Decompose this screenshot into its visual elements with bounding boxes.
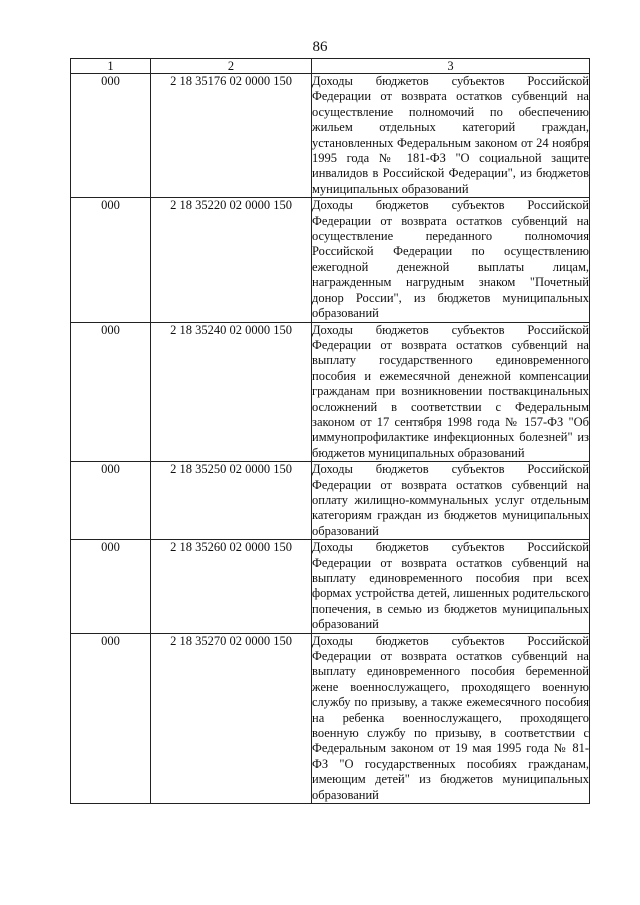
header-col-2: 2 (151, 59, 312, 74)
budget-code-cell: 2 18 35240 02 0000 150 (151, 322, 312, 462)
header-col-3: 3 (312, 59, 590, 74)
budget-code-cell: 2 18 35220 02 0000 150 (151, 198, 312, 322)
table-row (71, 198, 590, 322)
description-cell: Доходы бюджетов субъектов Российской Федерации от возврата остатков субвенций на осуществление полномочий по обеспечению жильем отдельных категорий граждан, установленных Федеральным законом от 24 ноября 1995 года № 181-ФЗ "О социальной защите инвалидов в Российской Федерации", из бюджетов муниципальных образований (312, 74, 589, 196)
table-row (71, 322, 590, 462)
page-number: 86 (312, 39, 328, 55)
description-cell: Доходы бюджетов субъектов Российской Федерации от возврата остатков субвенций на выплату единовременного пособия при всех формах устройства детей, лишенных родительского попечения, в семью из бюджетов муниципальных образований (312, 540, 589, 632)
description-cell: Доходы бюджетов субъектов Российской Федерации от возврата остатков субвенций на осуществление переданного полномочия Российской Федерации по осуществлению ежегодной денежной выплаты лицам, награжденным нагрудным знаком "Почетный донор России", из бюджетов муниципальных образований (312, 198, 589, 321)
admin-code-cell: 000 (71, 198, 151, 322)
table-header (71, 59, 590, 74)
table-body (71, 74, 590, 804)
description-cell: Доходы бюджетов субъектов Российской Федерации от возврата остатков субвенций на оплату жилищно-коммунальных услуг отдельным категориям граждан из бюджетов муниципальных образований (312, 462, 589, 538)
description-cell: Доходы бюджетов субъектов Российской Федерации от возврата остатков субвенций на выплату государственного единовременного пособия и ежемесячной денежной компенсации гражданам при возникновении поствакцинальных осложнений в соответствии с Федеральным законом от 17 сентября 1998 года № 157-ФЗ "Об иммунопрофилактике инфекционных болезней" из бюджетов муниципальных образований (312, 322, 589, 460)
admin-code-cell: 000 (71, 540, 151, 633)
admin-code-cell: 000 (71, 322, 151, 462)
table-row (71, 540, 590, 633)
description-cell: Доходы бюджетов субъектов Российской Федерации от возврата остатков субвенций на выплату единовременного пособия беременной жене военнослужащего, проходящего военную службу по призыву, а также ежемесячного пособия на ребенка военнослужащего, проходящего военную службу по призыву, в соответствии с Федеральным законом от 19 мая 1995 года № 81-ФЗ "О государственных пособиях гражданам, имеющим детей" из бюджетов муниципальных образований (312, 633, 589, 802)
admin-code-cell: 000 (71, 462, 151, 540)
table-row (71, 633, 590, 803)
budget-code-cell: 2 18 35250 02 0000 150 (151, 462, 312, 540)
budget-code-cell: 2 18 35176 02 0000 150 (151, 74, 312, 198)
admin-code-cell: 000 (71, 74, 151, 198)
table-row (71, 462, 590, 540)
budget-code-cell: 2 18 35270 02 0000 150 (151, 633, 312, 803)
header-col-1: 1 (71, 59, 151, 74)
header-row (71, 59, 590, 74)
admin-code-cell: 000 (71, 633, 151, 803)
budget-code-cell: 2 18 35260 02 0000 150 (151, 540, 312, 633)
budget-codes-table (70, 58, 590, 804)
table-row (71, 74, 590, 198)
